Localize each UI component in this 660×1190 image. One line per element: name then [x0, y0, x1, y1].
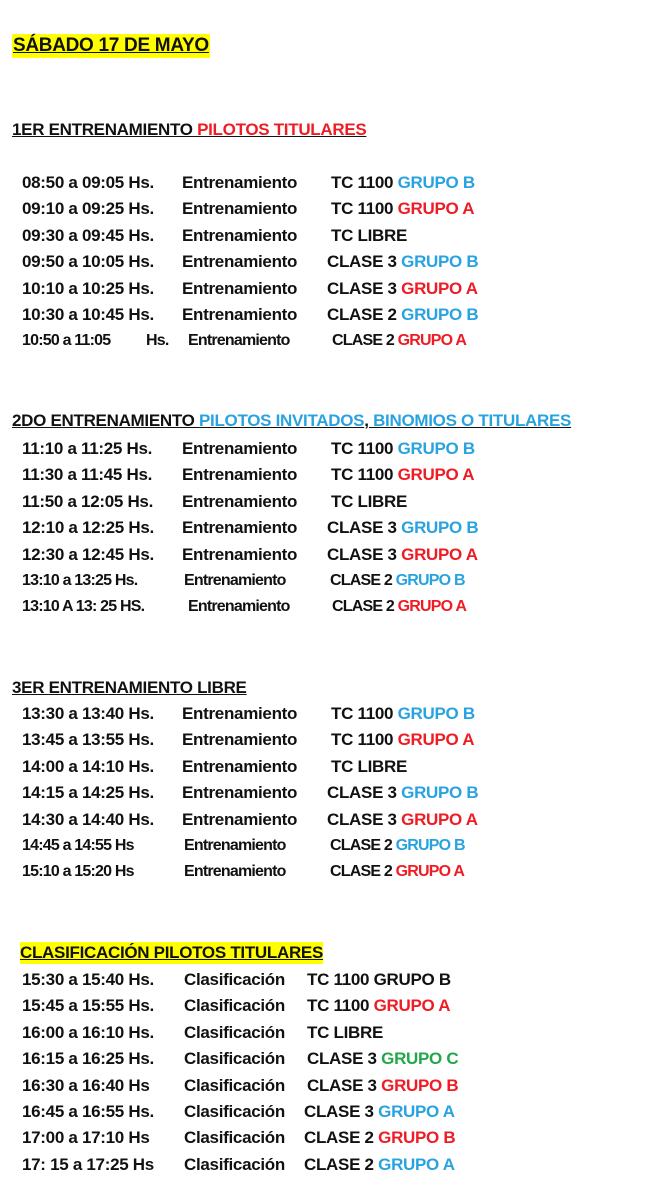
row-class: CLASE 3 GRUPO B [307, 1075, 459, 1095]
row-time: 17:00 a 17:10 Hs [22, 1128, 150, 1148]
row-group: GRUPO A [397, 730, 475, 750]
row-group: GRUPO A [373, 996, 451, 1016]
row-group: GRUPO B [397, 704, 475, 723]
row-activity: Entrenamiento [182, 491, 298, 511]
row-time: 09:30 a 09:45 Hs. [22, 225, 154, 245]
row-class: CLASE 2 GRUPO B [304, 1128, 456, 1148]
row-class: CLASE 3 GRUPO C [307, 1049, 459, 1069]
row-time: 16:00 a 16:10 Hs. [22, 1022, 154, 1042]
row-activity: Entrenamiento [182, 704, 298, 723]
row-time: 16:45 a 16:55 Hs. [22, 1101, 154, 1121]
row-class: CLASE 2 GRUPO A [332, 598, 467, 616]
row-class: CLASE 2 GRUPO A [304, 1154, 455, 1174]
section-3-heading: 3ER ENTRENAMIENTO LIBRE [12, 678, 247, 697]
row-activity: Clasificación [184, 1101, 285, 1121]
row-group: GRUPO B [401, 252, 479, 272]
row-class: TC 1100 GRUPO B [307, 970, 451, 989]
row-class: TC 1100 GRUPO A [331, 730, 475, 750]
row-time: 10:10 a 10:25 Hs. [22, 278, 154, 298]
row-time: 16:15 a 16:25 Hs. [22, 1049, 154, 1069]
row-group: GRUPO A [378, 1101, 455, 1121]
row-group: GRUPO C [381, 1049, 459, 1069]
row-class: TC LIBRE [331, 225, 407, 245]
row-time: 15:30 a 15:40 Hs. [22, 970, 154, 989]
row-group: GRUPO A [397, 465, 475, 485]
row-activity: Entrenamiento [182, 544, 298, 564]
row-class: TC 1100 GRUPO A [331, 199, 475, 219]
row-activity: Clasificación [184, 1022, 285, 1042]
row-group: GRUPO A [401, 278, 478, 298]
row-activity: Clasificación [184, 1049, 285, 1069]
section-1-heading [12, 119, 366, 141]
row-activity: Entrenamiento [184, 863, 286, 881]
row-time: 10:50 a 11:05 [22, 332, 111, 350]
section-1-heading-prefix: 1ER ENTRENAMIENTO [12, 120, 198, 139]
row-group: GRUPO B [395, 571, 465, 589]
row-activity: Clasificación [184, 970, 285, 989]
page-title: SÁBADO 17 DE MAYO [13, 35, 209, 56]
row-class: TC 1100 GRUPO A [331, 465, 475, 485]
row-activity: Entrenamiento [184, 571, 286, 589]
row-time: 16:30 a 16:40 Hs [22, 1075, 150, 1095]
row-class: TC LIBRE [331, 756, 407, 776]
row-activity: Entrenamiento [182, 465, 298, 485]
row-activity: Entrenamiento [182, 756, 298, 776]
section-2-heading-highlight-b: BINOMIOS O TITULARES [373, 411, 572, 430]
row-class: CLASE 3 GRUPO A [304, 1101, 455, 1121]
row-activity: Entrenamiento [182, 278, 298, 298]
row-time: 08:50 a 09:05 Hs. [22, 173, 154, 192]
row-class: CLASE 3 GRUPO B [327, 518, 479, 538]
row-time: 13:45 a 13:55 Hs. [22, 730, 154, 750]
row-group: GRUPO B [401, 304, 479, 324]
section-2-heading [12, 410, 571, 432]
row-activity: Clasificación [184, 1154, 285, 1174]
section-4-heading: CLASIFICACIÓN PILOTOS TITULARES [20, 943, 324, 962]
row-group: GRUPO A [401, 809, 478, 829]
row-activity: Entrenamiento [182, 225, 298, 245]
row-group: GRUPO B [401, 518, 479, 538]
row-time: 12:30 a 12:45 Hs. [22, 544, 154, 564]
section-2-heading-sep: , [364, 411, 374, 430]
row-time: 13:10 a 13:25 Hs. [22, 571, 138, 589]
row-time: 14:15 a 14:25 Hs. [22, 783, 154, 803]
row-class: CLASE 3 GRUPO A [327, 544, 478, 564]
row-class: CLASE 3 GRUPO B [327, 252, 479, 272]
row-activity: Entrenamiento [182, 518, 298, 538]
row-activity: Entrenamiento [182, 199, 298, 219]
row-group: GRUPO A [397, 332, 467, 350]
row-time: 14:00 a 14:10 Hs. [22, 756, 154, 776]
row-class: TC 1100 GRUPO B [331, 439, 475, 458]
row-activity: Entrenamiento [182, 439, 298, 458]
row-group: GRUPO B [373, 970, 451, 989]
row-activity: Entrenamiento [188, 598, 290, 616]
row-class: CLASE 3 GRUPO A [327, 278, 478, 298]
row-time: 11:10 a 11:25 Hs. [22, 439, 153, 458]
row-class: CLASE 2 GRUPO B [330, 836, 465, 854]
row-class: TC 1100 GRUPO B [331, 173, 475, 192]
row-activity: Clasificación [184, 1128, 285, 1148]
row-time: 12:10 a 12:25 Hs. [22, 518, 154, 538]
row-time: 17: 15 a 17:25 Hs [22, 1154, 154, 1174]
row-group: GRUPO A [378, 1154, 455, 1174]
row-class: TC 1100 GRUPO A [307, 996, 451, 1016]
row-group: GRUPO B [395, 836, 465, 854]
row-activity: Entrenamiento [182, 730, 298, 750]
row-time: 11:50 a 12:05 Hs. [22, 491, 153, 511]
row-class: CLASE 2 GRUPO A [332, 332, 467, 350]
row-time: 14:30 a 14:40 Hs. [22, 809, 154, 829]
row-group: GRUPO A [397, 598, 467, 616]
row-time: 15:10 a 15:20 Hs [22, 863, 134, 881]
row-activity: Entrenamiento [184, 836, 286, 854]
row-group: GRUPO B [397, 439, 475, 458]
row-activity: Entrenamiento [188, 332, 290, 350]
row-class: CLASE 2 GRUPO A [330, 863, 465, 881]
row-activity: Entrenamiento [182, 304, 298, 324]
row-class: CLASE 3 GRUPO A [327, 809, 478, 829]
section-1-heading-highlight: PILOTOS TITULARES [197, 120, 367, 139]
row-group: GRUPO B [397, 173, 475, 192]
row-activity: Entrenamiento [182, 783, 298, 803]
row-group: GRUPO A [395, 863, 465, 881]
row-activity: Entrenamiento [182, 252, 298, 272]
row-group: GRUPO B [381, 1075, 459, 1095]
section-2-heading-prefix: 2DO ENTRENAMIENTO [12, 411, 199, 430]
row-group: GRUPO B [378, 1128, 456, 1148]
row-activity: Clasificación [184, 996, 285, 1016]
row-class: CLASE 2 GRUPO B [330, 571, 465, 589]
row-class: TC LIBRE [331, 491, 407, 511]
row-time: 09:10 a 09:25 Hs. [22, 199, 154, 219]
row-group: GRUPO A [401, 544, 478, 564]
row-activity: Entrenamiento [182, 809, 298, 829]
row-class: CLASE 2 GRUPO B [327, 304, 479, 324]
row-time: 15:45 a 15:55 Hs. [22, 996, 154, 1016]
row-class: CLASE 3 GRUPO B [327, 783, 479, 803]
section-2-heading-highlight-a: PILOTOS INVITADOS [198, 411, 365, 430]
row-time: 09:50 a 10:05 Hs. [22, 252, 154, 272]
row-activity: Clasificación [184, 1075, 285, 1095]
row-time: 13:10 A 13: 25 HS. [22, 598, 145, 616]
row-suffix: Hs. [146, 332, 169, 350]
row-activity: Entrenamiento [182, 173, 298, 192]
row-class: TC 1100 GRUPO B [331, 704, 475, 723]
row-class: TC LIBRE [307, 1022, 383, 1042]
row-time: 13:30 a 13:40 Hs. [22, 704, 154, 723]
row-time: 11:30 a 11:45 Hs. [22, 465, 153, 485]
row-group: GRUPO B [401, 783, 479, 803]
row-group: GRUPO A [397, 199, 475, 219]
row-time: 14:45 a 14:55 Hs [22, 836, 134, 854]
row-time: 10:30 a 10:45 Hs. [22, 304, 154, 324]
